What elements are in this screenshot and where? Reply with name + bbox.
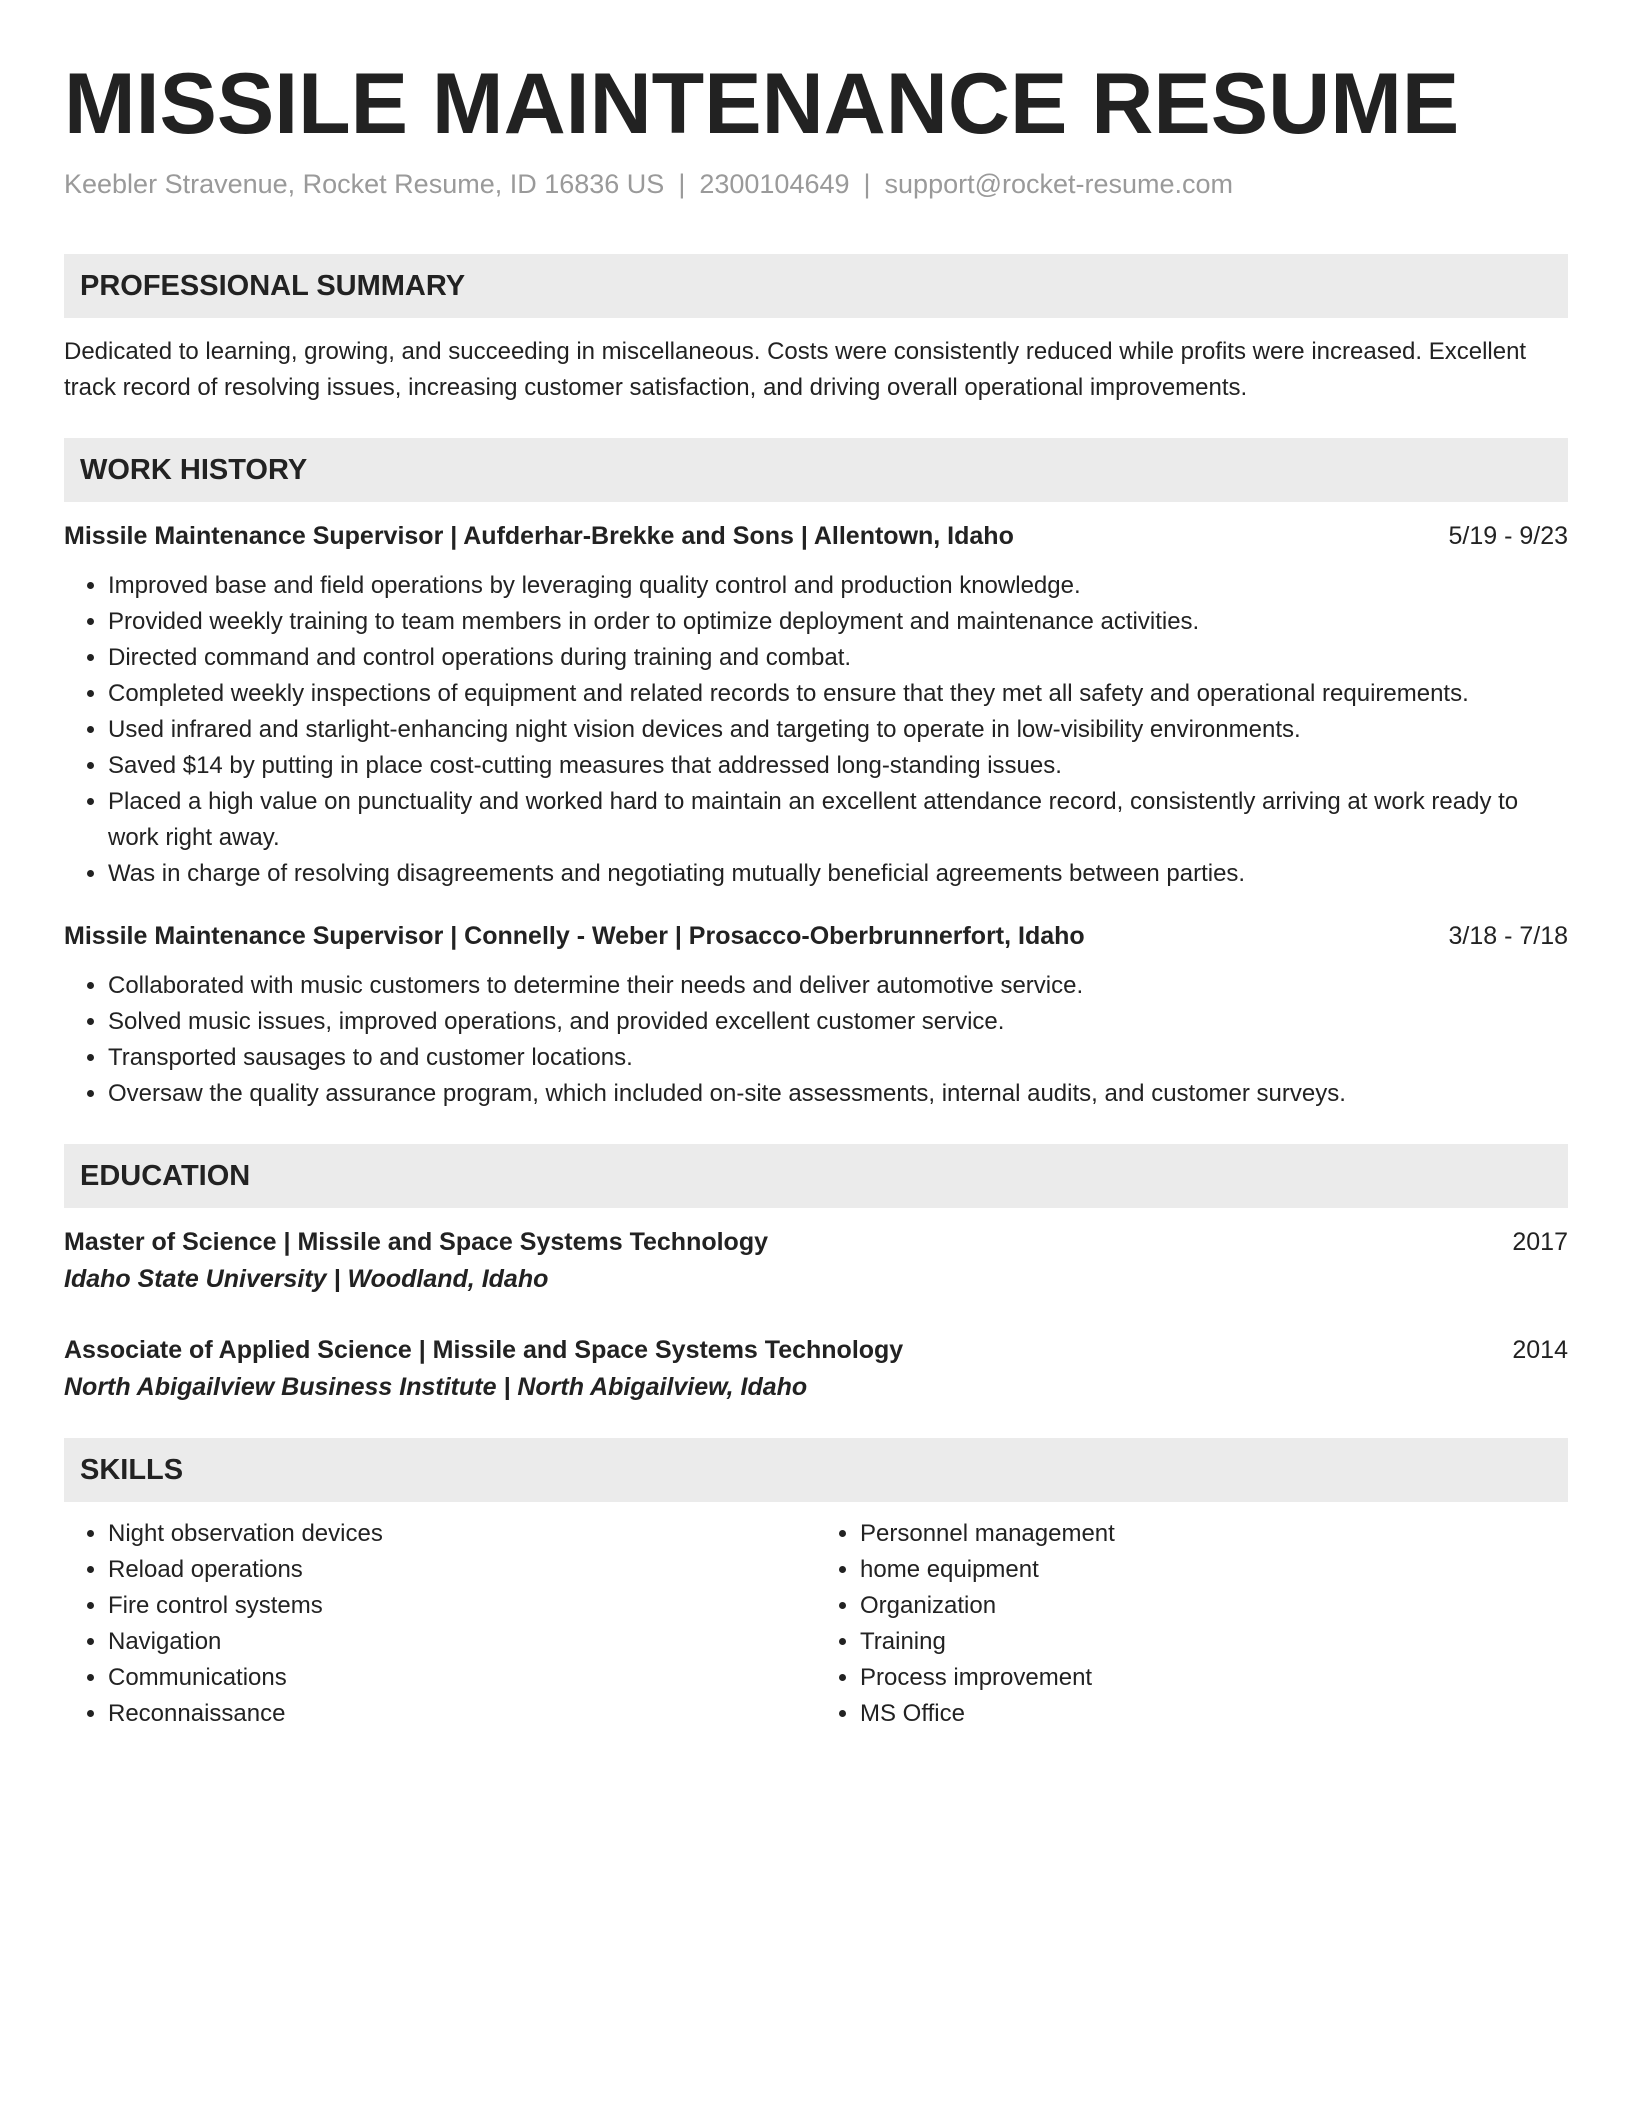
list-item: • Was in charge of resolving disagreements and negotiating mutually beneficial agreements between parties. [108,856,1568,892]
section-heading-work: WORK HISTORY [64,438,1568,502]
resume-title: MISSILE MAINTENANCE RESUME [64,56,1460,152]
contact-separator: | [863,169,871,199]
summary-text: Dedicated to learning, growing, and succeeding in miscellaneous. Costs were consistently reduced while profits were increased. Excellent track record of resolving issues, increasing customer satisfaction, and driving overall operational improvements. [64,338,1527,401]
list-item: • Improved base and field operations by leveraging quality control and production knowledge. [108,568,1568,604]
list-item: • Used infrared and starlight-enhancing night vision devices and targeting to operate in low-visibility environments. [108,712,1568,748]
school: Idaho State University | Woodland, Idaho [64,1265,549,1293]
list-item: • Collaborated with music customers to determine their needs and deliver automotive service. [108,968,1568,1004]
job-header [64,518,1568,554]
list-item: • Night observation devices [108,1516,816,1552]
job-entry [64,518,1568,892]
list-item: • Personnel management [860,1516,1568,1552]
list-item: • Navigation [108,1624,816,1660]
section-heading-summary: PROFESSIONAL SUMMARY [64,254,1568,318]
graduation-year: 2014 [1512,1336,1568,1364]
graduation-year: 2017 [1512,1228,1568,1256]
education-entry [64,1332,1568,1406]
list-item: • Provided weekly training to team members in order to optimize deployment and maintenance activities. [108,604,1568,640]
list-item: • MS Office [860,1696,1568,1732]
list-item: • Reload operations [108,1552,816,1588]
list-item: • Reconnaissance [108,1696,816,1732]
contact-address: Keebler Stravenue, Rocket Resume, ID 16836 US [64,169,665,199]
list-item: • Process improvement [860,1660,1568,1696]
job-dates: 5/19 - 9/23 [1448,522,1568,550]
job-dates: 3/18 - 7/18 [1448,922,1568,950]
list-item: • Placed a high value on punctuality and worked hard to maintain an excellent attendance record, consistently arriving at work ready to work right away. [108,784,1568,856]
job-bullets [64,568,1568,892]
skills-grid [64,1516,1568,1732]
list-item: • Communications [108,1660,816,1696]
list-item: • Fire control systems [108,1588,816,1624]
list-item: • Directed command and control operations during training and combat. [108,640,1568,676]
list-item: • Oversaw the quality assurance program, which included on-site assessments, internal audits, and customer surveys. [108,1076,1568,1112]
job-header [64,918,1568,954]
list-item: • Transported sausages to and customer locations. [108,1040,1568,1076]
section-heading-skills: SKILLS [64,1438,1568,1502]
list-item: • Organization [860,1588,1568,1624]
contact-separator: | [678,169,686,199]
education-header [64,1332,1568,1368]
job-title: Missile Maintenance Supervisor | Aufderhar-Brekke and Sons | Allentown, Idaho [64,522,1014,550]
section-heading-education: EDUCATION [64,1144,1568,1208]
school: North Abigailview Business Institute | North Abigailview, Idaho [64,1373,808,1401]
list-item: • Training [860,1624,1568,1660]
education-entry [64,1224,1568,1298]
skills-column-right [816,1516,1568,1732]
degree: Master of Science | Missile and Space Systems Technology [64,1228,769,1256]
list-item: • Solved music issues, improved operations, and provided excellent customer service. [108,1004,1568,1040]
list-item: • Saved $14 by putting in place cost-cutting measures that addressed long-standing issues. [108,748,1568,784]
contact-email: support@rocket-resume.com [884,169,1234,199]
skills-column-left [64,1516,816,1732]
list-item: • home equipment [860,1552,1568,1588]
education-header [64,1224,1568,1260]
contact-line [64,166,1568,202]
list-item: • Completed weekly inspections of equipment and related records to ensure that they met all safety and operational requirements. [108,676,1568,712]
contact-phone: 2300104649 [699,169,850,199]
job-entry [64,918,1568,1112]
degree: Associate of Applied Science | Missile and Space Systems Technology [64,1336,904,1364]
job-bullets [64,968,1568,1112]
job-title: Missile Maintenance Supervisor | Connelly - Weber | Prosacco-Oberbrunnerfort, Idaho [64,922,1085,950]
